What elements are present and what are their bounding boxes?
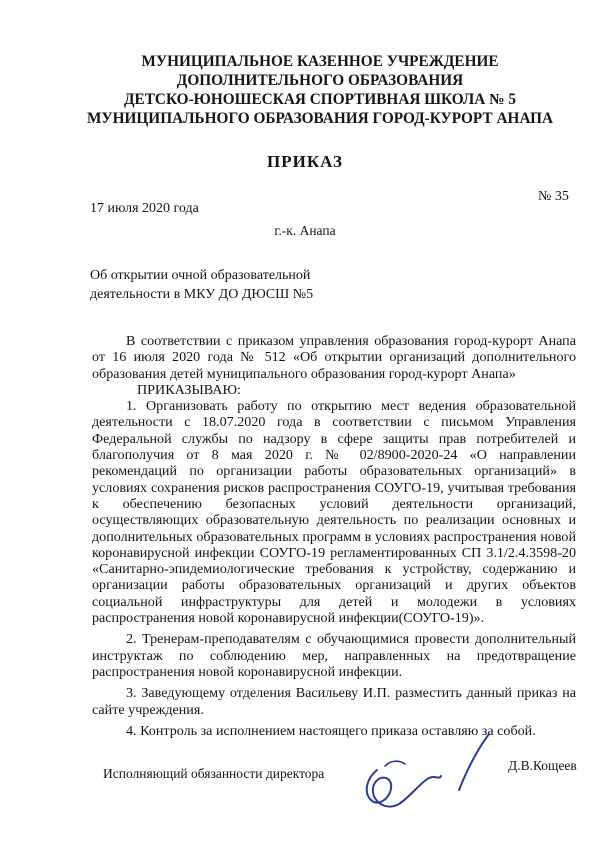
signatory-name: Д.В.Кощеев xyxy=(508,758,577,773)
header-line-4: МУНИЦИПАЛЬНОГО ОБРАЗОВАНИЯ ГОРОД-КУРОРТ АНАПА xyxy=(86,110,554,127)
order-item-2: 2. Тренерам-преподавателям с обучающимися провести дополнительный инструктаж по соблюдению мер, направленных на предотвращение распространения новой коронавирусной инфекции. xyxy=(92,631,576,680)
header-line-1: МУНИЦИПАЛЬНОЕ КАЗЕННОЕ УЧРЕЖДЕНИЕ xyxy=(141,53,499,70)
document-body xyxy=(92,333,576,739)
header-line-3: ДЕТСКО-ЮНОШЕСКАЯ СПОРТИВНАЯ ШКОЛА № 5 xyxy=(123,91,516,108)
order-item-3: 3. Заведующему отделения Васильеву И.П. разместить данный приказ на сайте учреждения. xyxy=(92,685,576,718)
order-item-1: 1. Организовать работу по открытию мест ведения образовательной деятельности с 18.07.2020 года в соответствии с письмом Управления Федеральной службы по надзору в сфере защиты прав потребителей и благополучия от 8 мая 2020 г. № 02/8900-2020-24 «О направлении рекомендаций по организации работы образовательных организаций» в условиях сохранения рисков распространения СОУГО-19, учитывая требования к обеспечению безопасных условий деятельности организаций, осуществляющих образовательную деятельность по реализации основных и дополнительных образовательных программ в условиях распространения новой коронавирусной инфекции СОУГО-19 регламентированных СП 3.1/2.4.3598-20 «Санитарно-эпидемиологические требования к устройству, содержанию и организации работы образовательных организаций и других объектов социальной инфраструктуры для детей и молодежи в условиях распространения новой коронавирусной инфекции(СОУГО-19)». xyxy=(92,398,576,627)
order-word: ПРИКАЗЫВАЮ: xyxy=(137,381,241,398)
document-date: 17 июля 2020 года xyxy=(90,201,199,216)
document-city: г.-к. Анапа xyxy=(274,223,336,238)
signatory-role: Исполняющий обязанности директора xyxy=(103,766,325,781)
subject-line-1: Об открытии очной образовательной xyxy=(90,268,311,283)
document-number: № 35 xyxy=(538,189,569,204)
document-subject xyxy=(90,266,313,304)
document-title: ПРИКАЗ xyxy=(267,152,343,171)
handwritten-signature xyxy=(355,730,505,820)
header-line-2: ДОПОЛНИТЕЛЬНОГО ОБРАЗОВАНИЯ xyxy=(176,72,464,89)
organization-header xyxy=(60,52,580,128)
intro-paragraph: В соответствии с приказом управления образования город-курорт Анапа от 16 июля 2020 года № 512 «Об открытии организаций дополнительного образования детей муниципального образования город-курорт Анапа» xyxy=(92,333,576,382)
order-item-4: 4. Контроль за исполнением настоящего приказа оставляю за собой. xyxy=(126,722,536,739)
subject-line-2: деятельности в МКУ ДО ДЮСШ №5 xyxy=(90,287,314,302)
